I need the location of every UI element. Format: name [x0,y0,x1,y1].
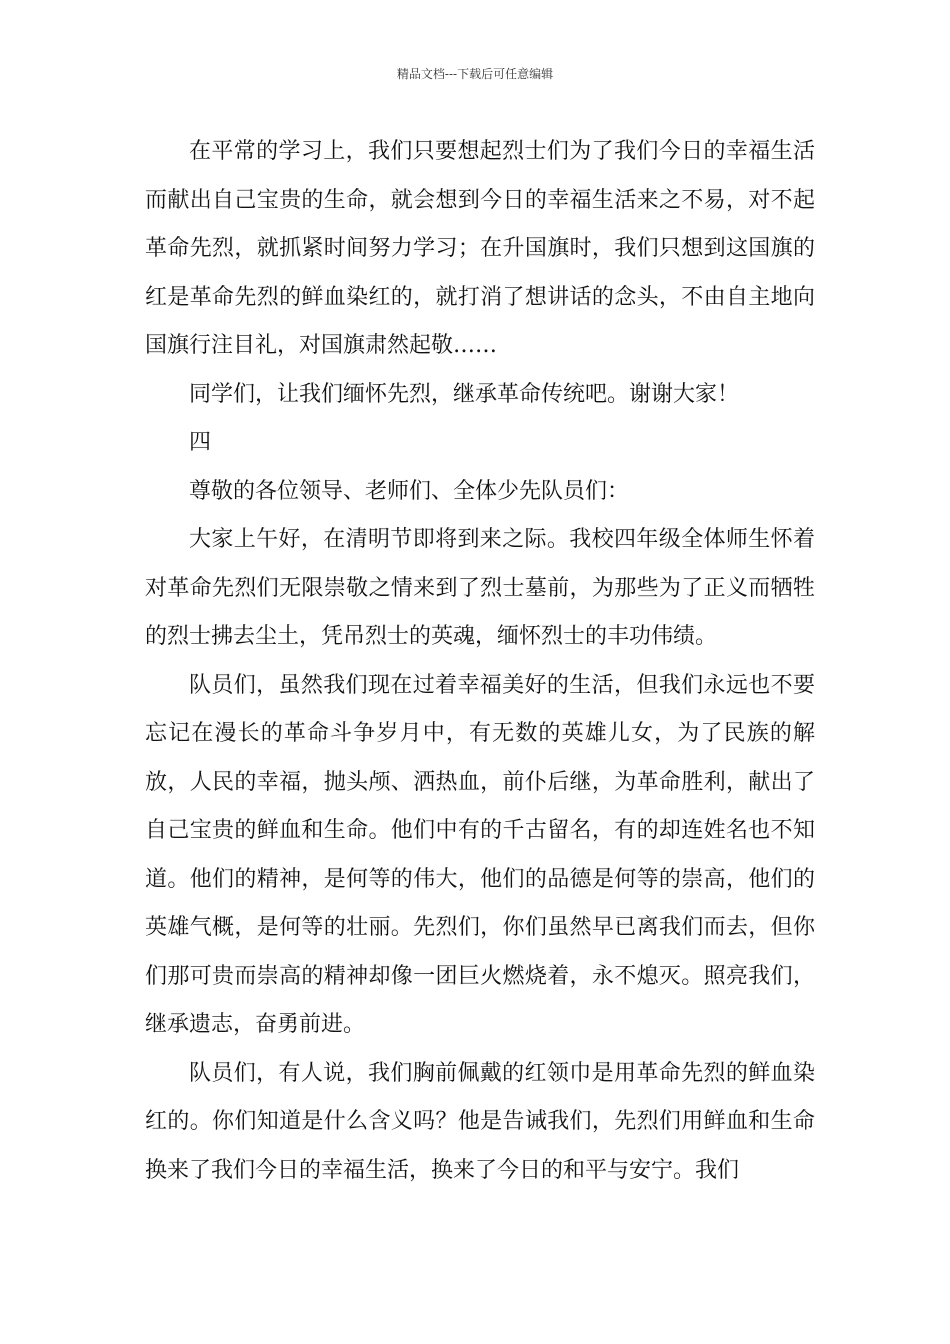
paragraph-2: 同学们，让我们缅怀先烈，继承革命传统吧。谢谢大家！ [189,381,740,407]
document-body [145,128,815,1195]
section-number: 四 [189,430,212,455]
paragraph-1: 在平常的学习上，我们只要想起烈士们为了我们今日的幸福生活而献出自己宝贵的生命，就会想到今日的幸福生活来之不易，对不起革命先烈，就抓紧时间努力学习；在升国旗时，我们只想到这国旗的红是革命先烈的鲜血染红的，就打消了想讲话的念头，不由自主地向国旗行注目礼，对国旗肃然起敬…… [145,139,815,358]
salutation: 尊敬的各位领导、老师们、全体少先队员们： [189,478,630,504]
page-header: 精品文档---下载后可任意编辑 [396,67,554,81]
paragraph-5: 大家上午好，在清明节即将到来之际。我校四年级全体师生怀着对革命先烈们无限崇敬之情来到了烈士墓前，为那些为了正义而牺牲的烈士拂去尘土，凭吊烈士的英魂，缅怀烈士的丰功伟绩。 [145,527,815,649]
paragraph-6: 队员们，虽然我们现在过着幸福美好的生活，但我们永远也不要忘记在漫长的革命斗争岁月中，有无数的英雄儿女，为了民族的解放，人民的幸福，抛头颅、洒热血，前仆后继，为革命胜利，献出了自己宝贵的鲜血和生命。他们中有的千古留名，有的却连姓名也不知道。他们的精神，是何等的伟大，他们的品德是何等的崇高，他们的英雄气概，是何等的壮丽。先烈们，你们虽然早已离我们而去，但你们那可贵而崇高的精神却像一团巨火燃烧着，永不熄灭。照亮我们，继承遗志，奋勇前进。 [145,672,815,1037]
paragraph-7: 队员们，有人说，我们胸前佩戴的红领巾是用革命先烈的鲜血染红的。你们知道是什么含义吗？他是告诫我们，先烈们用鲜血和生命换来了我们今日的幸福生活，换来了今日的和平与安宁。我们 [145,1060,815,1183]
